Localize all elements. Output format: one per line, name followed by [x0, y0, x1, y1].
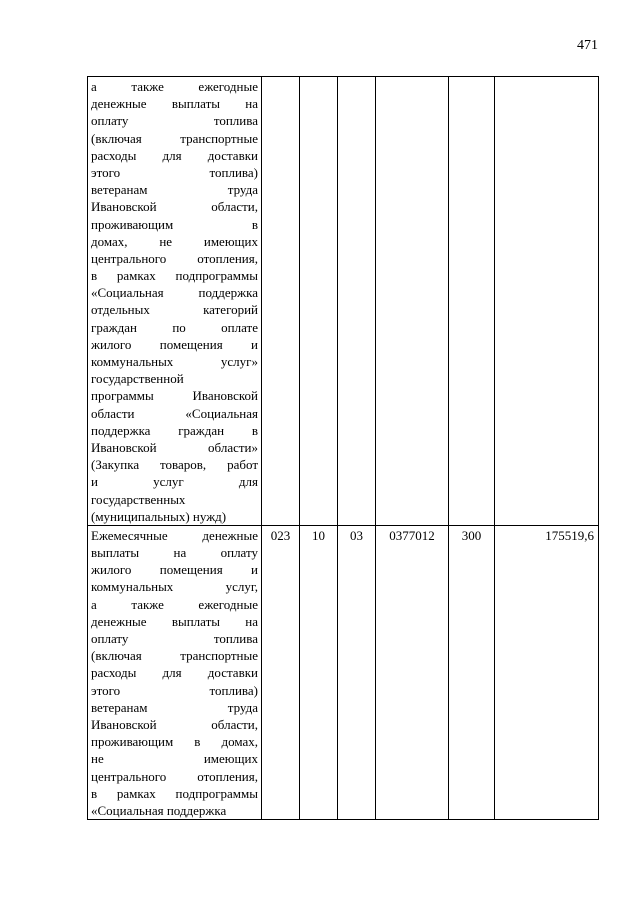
table-row [88, 77, 599, 526]
description-line: а также ежегодные [91, 79, 258, 94]
description-line: Ивановской области» [91, 439, 258, 455]
description-line: государственных [91, 491, 186, 507]
description-line: (включая транспортные [91, 130, 258, 146]
description-line: в рамках подпрограммы [91, 785, 258, 801]
amount-cell: 175519,6 [495, 525, 599, 819]
description-line: ветеранам труда [91, 699, 258, 715]
description-line: «Социальная поддержка [91, 285, 258, 301]
description-line: домах, не имеющих [91, 233, 258, 249]
description-line: Ежемесячные денежные [91, 527, 258, 543]
page-number: 471 [577, 38, 598, 53]
description-line: (муниципальных) нужд) [91, 508, 227, 524]
ministry-code-cell [262, 77, 300, 526]
budget-table [87, 76, 599, 820]
section-code-cell: 10 [300, 525, 338, 819]
description-line: этого топлива) [91, 682, 258, 698]
description-line: отдельных категорий [91, 302, 258, 318]
description-line: жилого помещения и [91, 336, 258, 352]
description-line: проживающим в [91, 216, 258, 232]
description-line: денежные выплаты на [91, 613, 258, 629]
amount-cell [495, 77, 599, 526]
description-line: в рамках подпрограммы [91, 268, 258, 284]
description-line: оплату топлива [91, 631, 258, 646]
description-line: жилого помещения и [91, 562, 258, 578]
description-line: денежные выплаты на [91, 96, 258, 112]
description-line: (включая транспортные [91, 648, 258, 664]
description-line: граждан по оплате [91, 319, 258, 335]
description-line: области «Социальная [91, 405, 258, 421]
description-line: ветеранам труда [91, 182, 258, 198]
description-line: этого топлива) [91, 164, 258, 180]
expense-description-cell [88, 525, 262, 819]
description-line: коммунальных услуг» [91, 354, 258, 369]
description-line: Ивановской области, [91, 716, 258, 732]
section-code-cell [300, 77, 338, 526]
description-line: (Закупка товаров, работ [91, 457, 258, 473]
table-row [88, 525, 599, 819]
description-line: не имеющих [91, 751, 258, 767]
description-line: Ивановской области, [91, 199, 258, 215]
target-article-cell [376, 77, 449, 526]
description-line: программы Ивановской [91, 388, 258, 404]
description-line: проживающим в домах, [91, 734, 258, 750]
description-line: поддержка граждан в [91, 422, 258, 438]
ministry-code-cell: 023 [262, 525, 300, 819]
target-article-cell: 0377012 [376, 525, 449, 819]
expense-type-cell [449, 77, 495, 526]
description-line: коммунальных услуг, [91, 579, 258, 595]
description-line: расходы для доставки [91, 147, 258, 163]
description-line: оплату топлива [91, 113, 258, 129]
subsection-code-cell [338, 77, 376, 526]
description-line: центрального отопления, [91, 768, 258, 784]
description-line: расходы для доставки [91, 665, 258, 681]
description-line: и услуг для [91, 474, 258, 490]
description-line: государственной [91, 371, 184, 387]
subsection-code-cell: 03 [338, 525, 376, 819]
expense-description-cell [88, 77, 262, 526]
description-line: а также ежегодные [91, 596, 258, 612]
description-line: выплаты на оплату [91, 545, 258, 561]
description-line: центрального отопления, [91, 250, 258, 266]
expense-type-cell: 300 [449, 525, 495, 819]
description-line: «Социальная поддержка [91, 802, 227, 818]
